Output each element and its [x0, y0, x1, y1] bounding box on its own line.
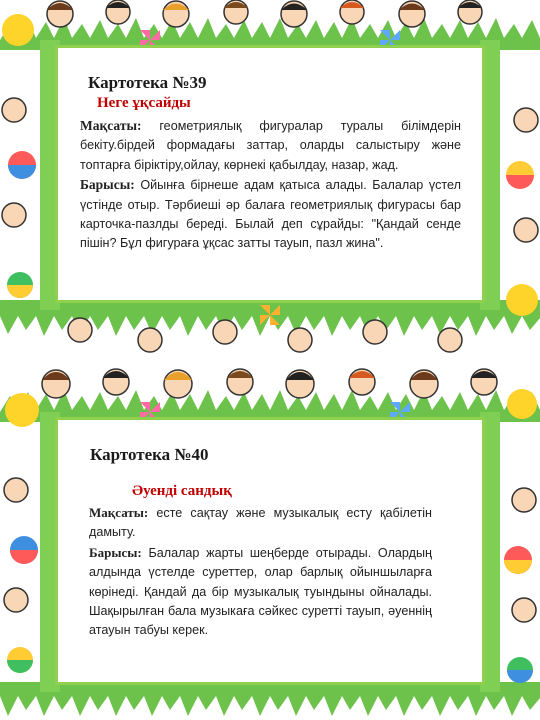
card-body — [89, 503, 432, 641]
card-body — [80, 116, 461, 254]
card-kartoteka-40 — [0, 360, 540, 720]
card-subtitle: Әуенді сандық — [132, 483, 232, 499]
goal-text: есте сақтау және музыкалық есту қабілетін дамыту. — [89, 506, 432, 540]
card-title: Картотека №39 — [88, 73, 207, 92]
goal-label: Мақсаты: — [89, 505, 149, 520]
process-text: Ойынға бірнеше адам қатыса алады. Балалар үстел үстінде отыр. Тәрбиеші әр балаға геометриялық фигурасы бар карточка-пазлды береді. Былай деп сұрайды: "Қандай сенде пішін? Бұл фигураға ұқсас затты тауып, пазл жина". — [80, 178, 461, 251]
process-label: Барысы: — [89, 544, 142, 560]
card-title: Картотека №40 — [90, 445, 209, 464]
goal-paragraph — [80, 116, 461, 175]
goal-label: Мақсаты: — [80, 118, 142, 133]
process-label: Барысы: — [80, 177, 135, 193]
process-paragraph — [89, 543, 432, 641]
card-subtitle: Неге ұқсайды — [97, 95, 191, 111]
goal-text: геометриялық фигуралар туралы білімдерін бекіту.бірдей формадағы заттар, оларды салыстыру және топтарға біріктіру,ойлау, көрнекі қабылдау, назар, жад. — [80, 119, 461, 172]
goal-paragraph — [89, 503, 432, 543]
process-paragraph — [80, 175, 461, 254]
process-text: Балалар жарты шеңберде отырады. Олардың алдында үстелде суреттер, олар барлық ойыншыларға көрінеді. Қандай да бір музыкалық туындыны ойналады. Шақырылған бала музыкаға сәйкес суретті тауып, әуеннің атауын табуы керек. — [89, 545, 432, 638]
